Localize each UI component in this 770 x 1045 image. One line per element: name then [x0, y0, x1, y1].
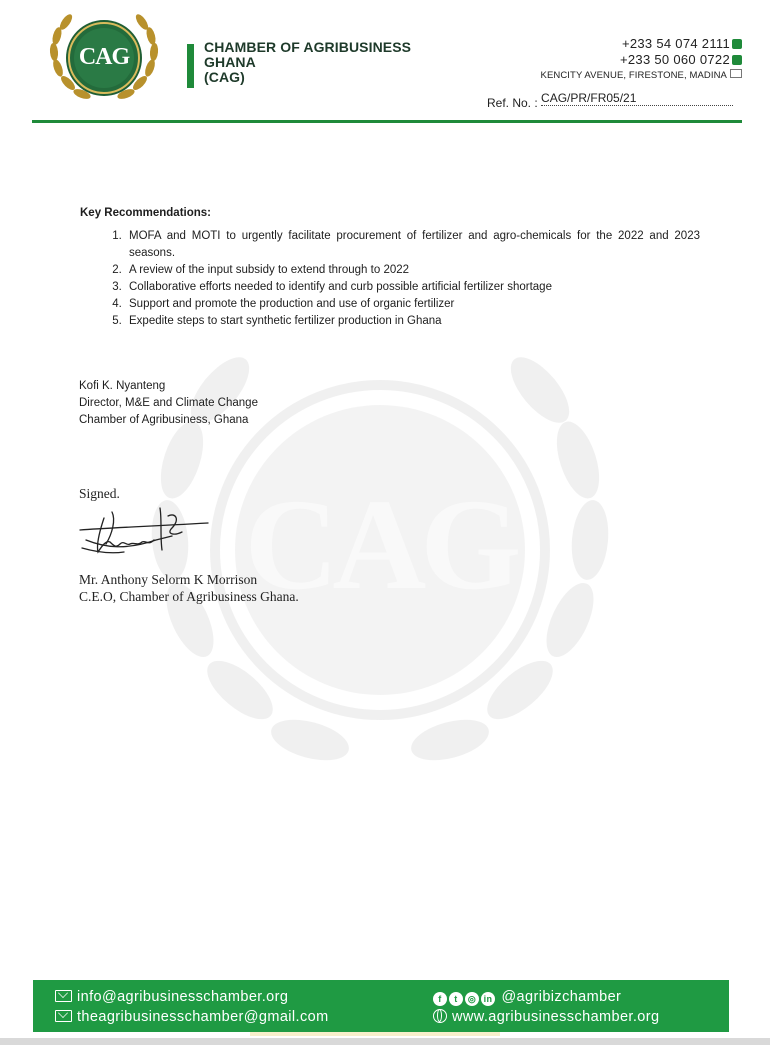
mail-icon [55, 990, 72, 1002]
page-bottom-edge [0, 1038, 770, 1045]
handwritten-signature [76, 500, 216, 570]
phone-icon [732, 55, 742, 65]
header-divider [32, 120, 742, 123]
organization-name [204, 40, 411, 85]
ceo-name: Mr. Anthony Selorm K Morrison [79, 572, 258, 587]
recommendations-list [80, 228, 700, 330]
recommendations-heading: Key Recommendations: [80, 207, 212, 219]
phone-1: +233 54 074 2111 [541, 36, 742, 52]
twitter-icon[interactable]: t [449, 992, 463, 1006]
footer-email-2[interactable]: theagribusinesschamber@gmail.com [55, 1007, 329, 1027]
header-accent-bar [187, 44, 194, 88]
footer-website[interactable]: www.agribusinesschamber.org [433, 1007, 659, 1027]
linkedin-icon[interactable]: in [481, 992, 495, 1006]
org-line-2: GHANA [204, 54, 256, 70]
envelope-icon [730, 69, 742, 78]
whatsapp-icon [732, 39, 742, 49]
author-name: Kofi K. Nyanteng [79, 380, 166, 392]
watermark-text: CAG [244, 473, 516, 617]
list-item: 2. A review of the input subsidy to extend through to 2022 [125, 262, 700, 279]
list-item: 1. MOFA and MOTI to urgently facilitate procurement of fertilizer and agro-chemicals for the 2022 and 2023 seasons. [125, 228, 700, 262]
ceo-title: C.E.O, Chamber of Agribusiness Ghana. [79, 589, 299, 604]
author-block [79, 378, 258, 429]
org-line-1: CHAMBER OF AGRIBUSINESS [204, 39, 412, 55]
org-line-3: (CAG) [204, 69, 245, 85]
reference-number [487, 91, 733, 111]
ceo-block [79, 571, 299, 605]
phone-2: +233 50 060 0722 [541, 52, 742, 68]
signed-label: Signed. [79, 486, 120, 501]
address: KENCITY AVENUE, FIRESTONE, MADINA [541, 68, 742, 84]
list-item: 5. Expedite steps to start synthetic fertilizer production in Ghana [125, 313, 700, 330]
mail-icon [55, 1010, 72, 1022]
author-org: Chamber of Agribusiness, Ghana [79, 414, 249, 426]
facebook-icon[interactable]: f [433, 992, 447, 1006]
author-title: Director, M&E and Climate Change [79, 397, 258, 409]
list-item: 4. Support and promote the production and use of organic fertilizer [125, 296, 700, 313]
list-item: 3. Collaborative efforts needed to identify and curb possible artificial fertilizer shortage [125, 279, 700, 296]
contact-block [541, 36, 742, 84]
footer-bar [33, 980, 729, 1032]
ref-value: CAG/PR/FR05/21 [541, 91, 733, 106]
footer-email-1[interactable]: info@agribusinesschamber.org [55, 987, 329, 1007]
footer-social-handle[interactable]: f t ◎ in @agribizchamber [433, 987, 659, 1007]
ref-label: Ref. No. : [487, 96, 538, 110]
footer-social [433, 987, 659, 1027]
footer-emails [55, 987, 329, 1027]
globe-icon [433, 1009, 447, 1023]
recommendations-section [80, 205, 700, 330]
logo-text: CAG [78, 44, 130, 70]
footer-accent-strip [250, 1032, 500, 1036]
instagram-icon[interactable]: ◎ [465, 992, 479, 1006]
